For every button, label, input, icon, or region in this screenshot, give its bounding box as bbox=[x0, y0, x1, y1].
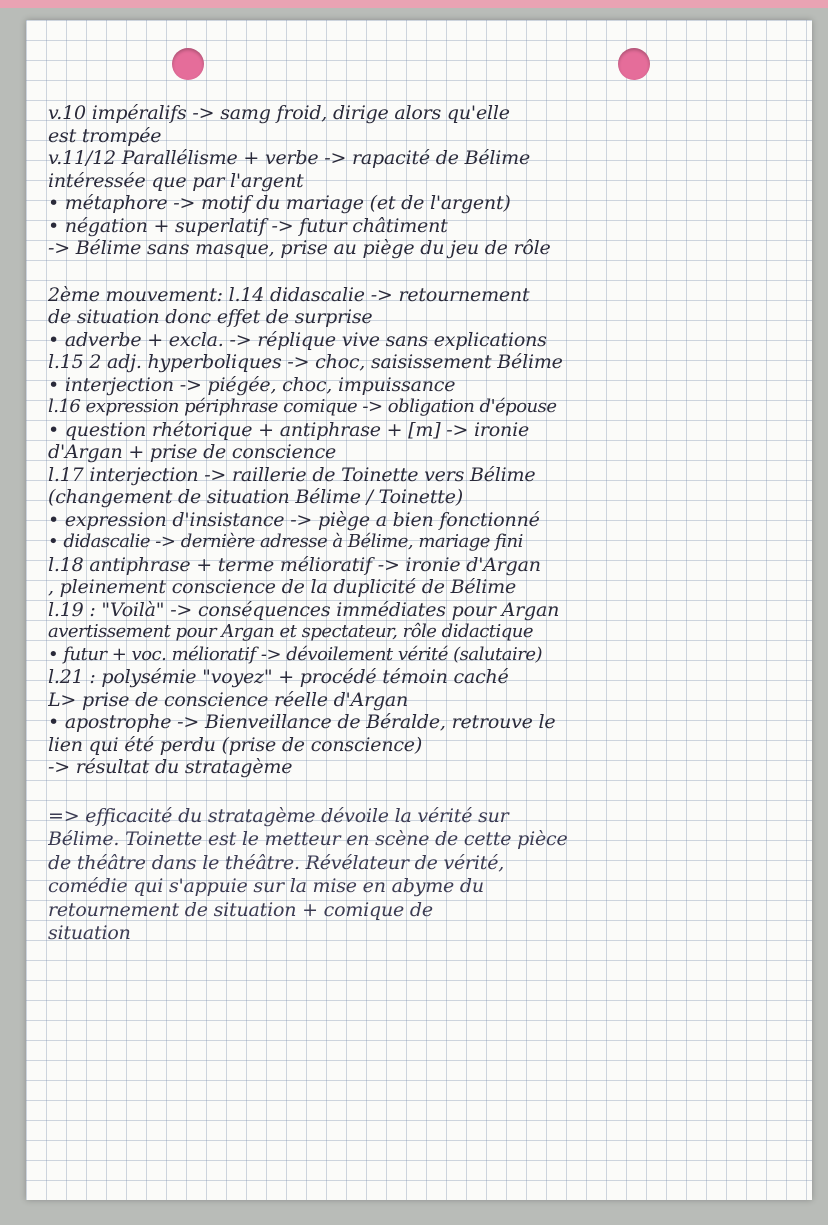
note-line: • question rhétorique + antiphrase + [m] -> ironie bbox=[48, 418, 530, 441]
note-line: v.11/12 Parallélisme + verbe -> rapacité de Bélime bbox=[48, 147, 531, 169]
note-line: • expression d'insistance -> piège a bien fonctionné bbox=[48, 508, 540, 531]
note-line: v.10 impéralifs -> samg froid, dirige alors qu'elle bbox=[48, 102, 510, 124]
note-line: , pleinement conscience de la duplicité de Bélime bbox=[48, 576, 516, 598]
note-line: situation bbox=[48, 922, 131, 944]
punch-hole-right bbox=[618, 48, 650, 80]
note-line: lien qui été perdu (prise de conscience) bbox=[48, 733, 423, 756]
note-line: Bélime. Toinette est le metteur en scène de cette pièce bbox=[48, 828, 568, 850]
note-line: l.15 2 adj. hyperboliques -> choc, saisissement Bélime bbox=[48, 351, 563, 373]
note-line: comédie qui s'appuie sur la mise en abyme du bbox=[48, 875, 484, 897]
handwritten-notes bbox=[48, 102, 808, 946]
punch-hole-left bbox=[172, 48, 204, 80]
spacer bbox=[48, 260, 808, 284]
note-line: l.21 : polysémie "voyez" + procédé témoin caché bbox=[48, 666, 509, 688]
note-line: avertissement pour Argan et spectateur, rôle didactique bbox=[48, 621, 534, 642]
note-line: • futur + voc. mélioratif -> dévoilement vérité (salutaire) bbox=[48, 643, 542, 665]
note-line: -> résultat du stratagème bbox=[48, 756, 293, 778]
note-line: de situation donc effet de surprise bbox=[48, 306, 373, 328]
note-line: l.16 expression périphrase comique -> obligation d'épouse bbox=[48, 396, 557, 417]
section-conclusion bbox=[48, 805, 808, 946]
note-line: est trompée bbox=[48, 124, 162, 147]
note-line: • apostrophe -> Bienveillance de Béralde, retrouve le bbox=[48, 711, 556, 733]
binder-edge bbox=[0, 0, 828, 8]
note-line: • négation + superlatif -> futur châtiment bbox=[48, 214, 448, 237]
note-line: intéressée que par l'argent bbox=[48, 169, 304, 192]
note-line: (changement de situation Bélime / Toinette) bbox=[48, 486, 463, 508]
note-line: retournement de situation + comique de bbox=[48, 898, 433, 921]
notebook-sheet bbox=[26, 20, 812, 1200]
note-line: 2ème mouvement: l.14 didascalie -> retournement bbox=[48, 283, 530, 306]
note-line: l.18 antiphrase + terme mélioratif -> ironie d'Argan bbox=[48, 553, 541, 576]
note-line: l.17 interjection -> raillerie de Toinette vers Bélime bbox=[48, 463, 536, 486]
note-line: • adverbe + excla. -> réplique vive sans explications bbox=[48, 328, 547, 351]
note-line: l.19 : "Voilà" -> conséquences immédiates pour Argan bbox=[48, 598, 560, 621]
note-line: -> Bélime sans masque, prise au piège du jeu de rôle bbox=[48, 237, 551, 259]
note-line: => efficacité du stratagème dévoile la vérité sur bbox=[48, 804, 509, 827]
note-line: • interjection -> piégée, choc, impuissance bbox=[48, 373, 456, 396]
section-first-movement bbox=[48, 102, 808, 260]
spacer bbox=[48, 779, 808, 805]
note-line: • didascalie -> dernière adresse à Bélime, mariage fini bbox=[48, 531, 523, 552]
note-line: L> prise de conscience réelle d'Argan bbox=[48, 688, 409, 711]
note-line: de théâtre dans le théâtre. Révélateur de vérité, bbox=[48, 851, 505, 874]
note-line: d'Argan + prise de conscience bbox=[48, 441, 337, 463]
note-line: • métaphore -> motif du mariage (et de l'argent) bbox=[48, 192, 511, 214]
section-second-movement bbox=[48, 284, 808, 779]
